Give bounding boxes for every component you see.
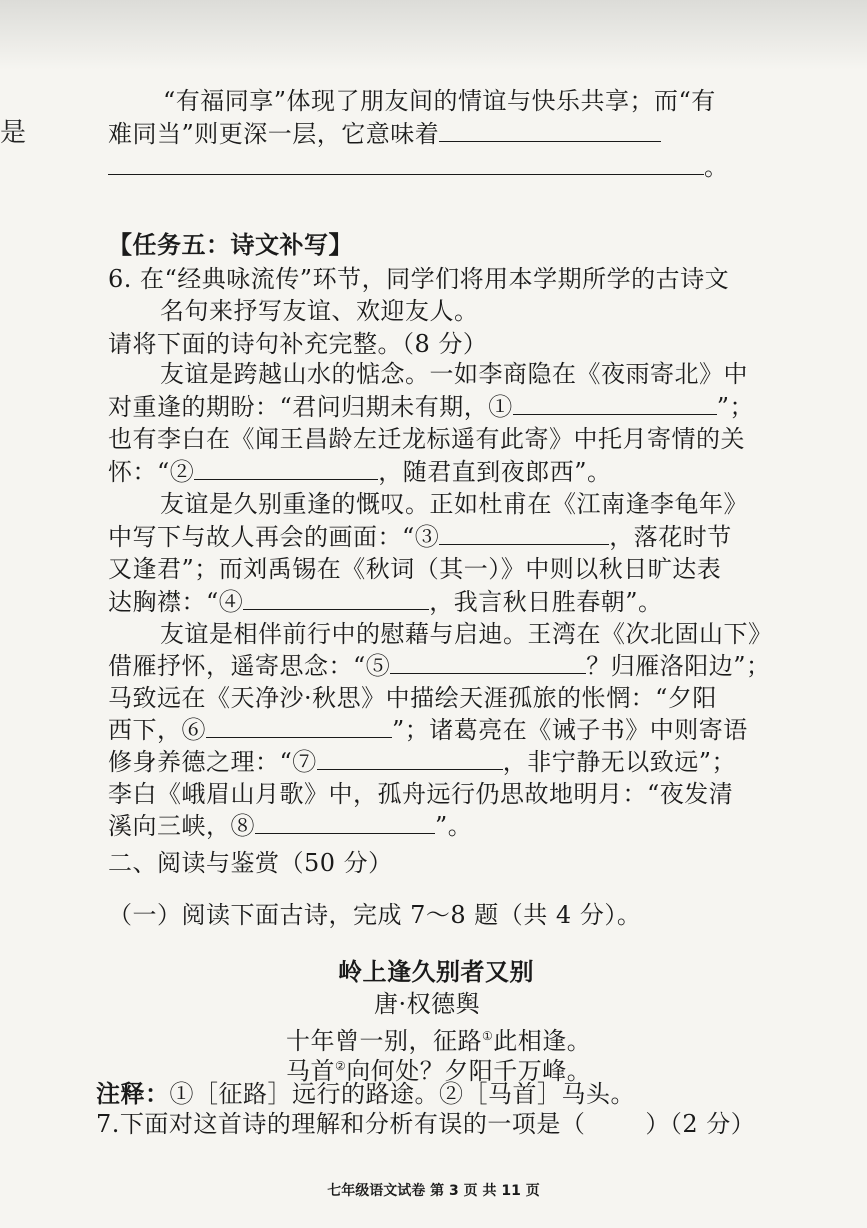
task4-line2-text: 难同当”则更深一层，它意味着 — [108, 120, 440, 148]
p3-line7 — [108, 809, 472, 843]
p3-line7-text: 溪向三峡，⑧ — [108, 812, 255, 840]
p2-line3: 又逢君”；而刘禹锡在《秋词（其一）》中则以秋日旷达表 — [108, 555, 722, 583]
q6-line1: 6. 在“经典咏流传”环节，同学们将用本学期所学的古诗文 — [108, 265, 730, 293]
p2-line4 — [108, 585, 663, 619]
task4-line3 — [108, 150, 729, 184]
task5-heading: 【任务五：诗文补写】 — [108, 231, 353, 259]
p3-line4-text: 西下，⑥ — [108, 716, 206, 744]
q6-line2: 名句来抒写友谊、欢迎友人。 — [160, 297, 479, 325]
poem-title: 岭上逢久别者又别 — [338, 958, 534, 986]
p1-line1: 友谊是跨越山水的惦念。一如李商隐在《夜雨寄北》中 — [160, 360, 748, 388]
q7 — [96, 1107, 755, 1141]
q7-end: ）（2 分） — [645, 1110, 756, 1138]
task4-line1: “有福同享”体现了朋友间的情谊与快乐共享；而“有 — [163, 87, 716, 115]
footnote-mark-1: ① — [482, 1029, 494, 1043]
p1-line4-end: ，随君直到夜郎西”。 — [378, 458, 612, 486]
answer-blank-task4a[interactable] — [439, 119, 661, 142]
q6-line3: 请将下面的诗句补充完整。（8 分） — [108, 330, 488, 358]
poem-line1-end: 此相逢。 — [493, 1027, 592, 1055]
p2-line2 — [108, 520, 732, 554]
poem-line2-text: 马首 — [286, 1057, 335, 1085]
answer-blank-3[interactable] — [439, 522, 609, 545]
answer-blank-task4b[interactable] — [108, 152, 704, 175]
page-top-shadow — [0, 0, 867, 70]
section2-heading: 二、阅读与鉴赏（50 分） — [108, 849, 393, 877]
footnote-mark-2: ② — [335, 1059, 347, 1073]
q7-text: 7.下面对这首诗的理解和分析有误的一项是（ — [96, 1110, 586, 1138]
task4-end-mark: 。 — [704, 153, 729, 181]
answer-blank-4[interactable] — [243, 587, 429, 610]
p2-line4-end: ，我言秋日胜春朝”。 — [429, 588, 663, 616]
p2-line2-end: ，落花时节 — [609, 523, 732, 551]
p1-line2-text: 对重逢的期盼：“君问归期未有期，① — [108, 393, 513, 421]
p2-line2-text: 中写下与故人再会的画面：“③ — [108, 523, 440, 551]
answer-blank-7[interactable] — [317, 747, 503, 770]
adjacent-page-fragment: 是 — [0, 118, 27, 148]
p2-line4-text: 达胸襟：“④ — [108, 588, 244, 616]
poem-line2-end: 向何处？夕阳千万峰。 — [346, 1057, 592, 1085]
p1-line3: 也有李白在《闻王昌龄左迁龙标遥有此寄》中托月寄情的关 — [108, 425, 745, 453]
answer-blank-8[interactable] — [255, 811, 435, 834]
note-text: ①［征路］远行的路途。②［马首］马头。 — [169, 1080, 635, 1108]
answer-blank-5[interactable] — [390, 651, 586, 674]
p1-line2 — [108, 390, 754, 424]
answer-blank-1[interactable] — [513, 392, 717, 415]
poem-line1-text: 十年曾一别，征路 — [286, 1027, 482, 1055]
p3-line4 — [108, 713, 748, 747]
task4-line2 — [108, 117, 661, 151]
p2-line1: 友谊是久别重逢的慨叹。正如杜甫在《江南逢李龟年》 — [160, 490, 748, 518]
p3-line5-text: 修身养德之理：“⑦ — [108, 748, 317, 776]
p1-line2-end: ”； — [716, 393, 755, 421]
note-label: 注释： — [96, 1080, 170, 1108]
p3-line5 — [108, 745, 736, 779]
p3-line3: 马致远在《天净沙·秋思》中描绘天涯孤旅的怅惘：“夕阳 — [108, 684, 717, 712]
page-footer: 七年级语文试卷 第 3 页 共 11 页 — [327, 1183, 540, 1199]
p3-line4-end: ”；诸葛亮在《诫子书》中则寄语 — [392, 716, 748, 744]
p3-line1: 友谊是相伴前行中的慰藉与启迪。王湾在《次北固山下》 — [160, 620, 773, 648]
p3-line2-end: ？归雁洛阳边”； — [586, 652, 771, 680]
answer-blank-2[interactable] — [194, 457, 378, 480]
p3-line2-text: 借雁抒怀，遥寄思念：“⑤ — [108, 652, 391, 680]
poem-author: 唐·权德舆 — [374, 990, 481, 1018]
p1-line4-text: 怀：“② — [108, 458, 195, 486]
p3-line7-end: ”。 — [435, 812, 473, 840]
note — [96, 1077, 635, 1111]
section2-sub1: （一）阅读下面古诗，完成 7～8 题（共 4 分）。 — [108, 901, 642, 929]
p3-line5-end: ，非宁静无以致远”； — [502, 748, 737, 776]
p3-line2 — [108, 649, 771, 683]
answer-blank-6[interactable] — [206, 715, 392, 738]
p3-line6: 李白《峨眉山月歌》中，孤舟远行仍思故地明月：“夜发清 — [108, 780, 734, 808]
p1-line4 — [108, 455, 612, 489]
